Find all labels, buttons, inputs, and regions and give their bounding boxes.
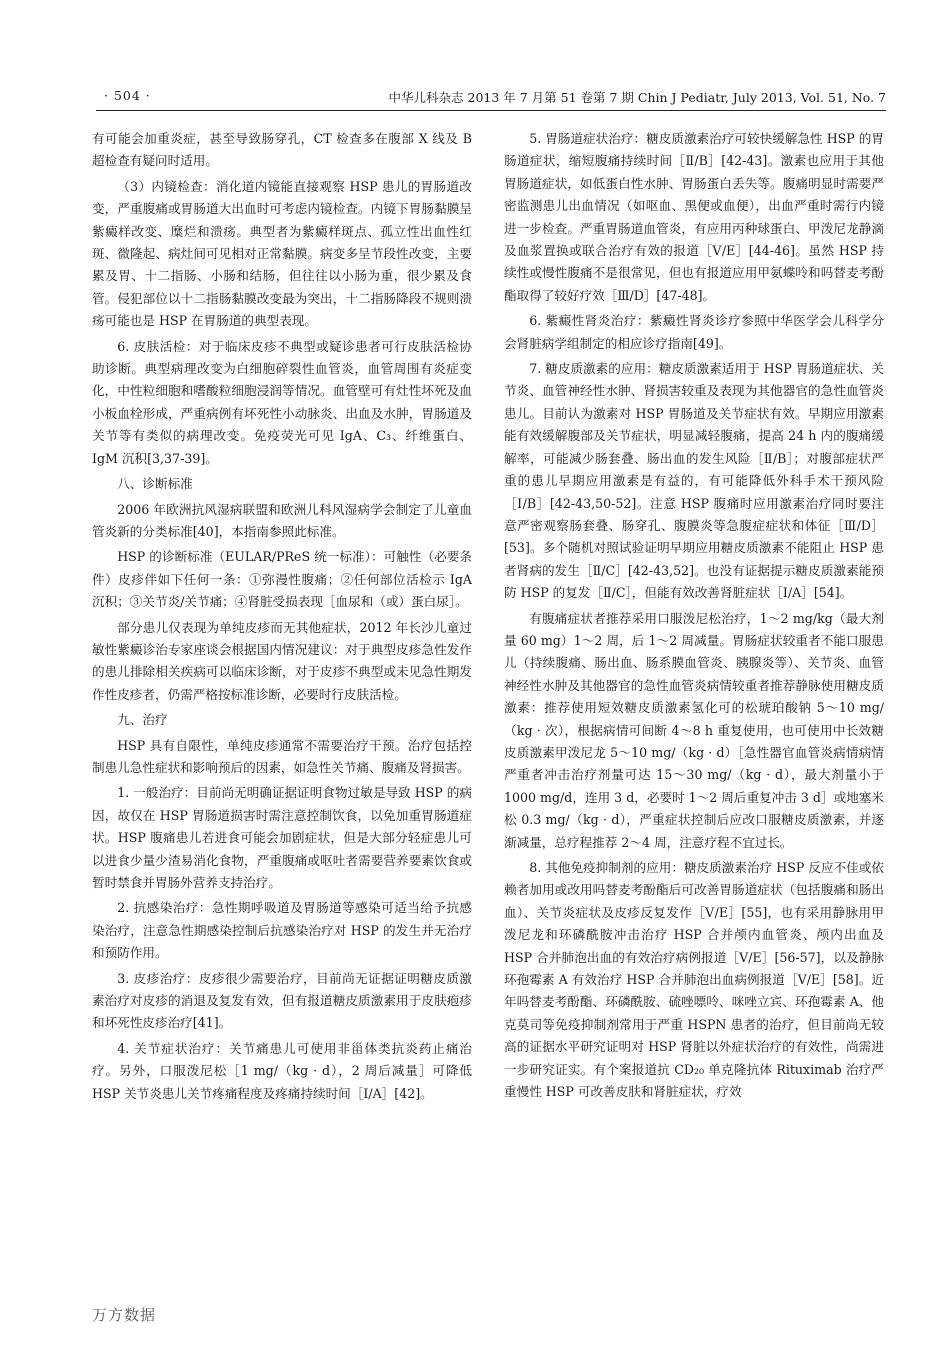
paragraph: 部分患儿仅表现为单纯皮疹而无其他症状，2012 年长沙儿童过敏性紫癜诊治专家座谈会根据国内情况建议：对于典型皮疹急性发作的患儿排除相关疾病可以临床诊断，对于皮疹不典型或未见急性期发作性皮疹者，仍需严格按标准诊断，必要时行皮肤活检。 (92, 619, 472, 702)
page-number: · 504 · (104, 88, 151, 103)
paragraph: HSP 的诊断标准（EULAR/PReS 统一标准）：可触性（必要条件）皮疹伴如下任何一条：①弥漫性腹痛；②任何部位活检示 IgA 沉积；③关节炎/关节痛；④肾脏受损表现［血尿和（或）蛋白尿］。 (92, 549, 472, 610)
paragraph: 8. 其他免疫抑制剂的应用：糖皮质激素治疗 HSP 反应不佳或依赖者加用或改用吗替麦考酚酯后可改善胃肠道症状（包括腹痛和肠出血）、关节炎症状及皮疹反复发作［Ⅴ/E］[55]，也有采用静脉用甲泼尼龙和环磷酰胺冲击治疗 HSP 合并颅内血管炎、颅内出血及 HSP 合并肺泡出血的有效治疗病例报道［Ⅴ/E］[56-57]，以及静脉环孢霉素 A 有效治疗 HSP 合并肺泡出血病例报道［Ⅴ/E］[58]。近年吗替麦考酚酯、环磷酰胺、硫唑嘌呤、咪唑立宾、环孢霉素 A、他克莫司等免疫抑制剂常用于严重 HSPN 患者的治疗，但目前尚无较高的证据水平研究证明对 HSP 肾脏以外症状治疗的有效性，尚需进一步研究证实。有个案报道抗 CD₂₀ 单克隆抗体 Rituximab 治疗严重慢性 HSP 可改善皮肤和肾脏症状，疗效 (504, 860, 884, 1100)
header-rule (96, 110, 886, 111)
paragraph: 3. 皮疹治疗：皮疹很少需要治疗，目前尚无证据证明糖皮质激素治疗对皮疹的消退及复发有效，但有报道糖皮质激素用于皮肤疱疹和坏死性皮疹治疗[41]。 (92, 970, 472, 1031)
paragraph: 5. 胃肠道症状治疗：糖皮质激素治疗可较快缓解急性 HSP 的胃肠道症状，缩短腹痛持续时间［Ⅱ/B］[42-43]。激素也应用于其他胃肠道症状，如低蛋白性水肿、胃肠蛋白丢失等。腹痛明显时需要严密监测患儿出血情况（如呕血、黑便或血便），出血严重时需行内镜进一步检查。严重胃肠道血管炎，有应用丙种球蛋白、甲泼尼龙静滴及血浆置换或联合治疗有效的报道［Ⅴ/E］[44-46]。虽然 HSP 持续性或慢性腹痛不是很常见，但也有报道应用甲氨蝶呤和吗替麦考酚酯取得了较好疗效［Ⅲ/D］[47-48]。 (504, 131, 884, 303)
paragraph: 2006 年欧洲抗风湿病联盟和欧洲儿科风湿病学会制定了儿童血管炎新的分类标准[40]，本指南参照此标准。 (92, 501, 472, 539)
paragraph: 有腹痛症状者推荐采用口服泼尼松治疗，1～2 mg/kg（最大剂量 60 mg）1～2 周，后 1～2 周减量。胃肠症状较重者不能口服患儿（持续腹痛、肠出血、肠系膜血管炎、胰腺炎等）、关节炎、血管神经性水肿及其他器官的急性血管炎病情较重者推荐静脉使用糖皮质激素：推荐使用短效糖皮质激素氢化可的松琥珀酸钠 5～10 mg/（kg · 次），根据病情可间断 4～8 h 重复使用，也可使用中长效糖皮质激素甲泼尼龙 5～10 mg/（kg · d）［急性器官血管炎病情病情严重者冲击治疗剂量可达 15～30 mg/（kg · d），最大剂量小于 1000 mg/d，连用 3 d，必要时 1～2 周后重复冲击 3 d］或地塞米松 0.3 mg/（kg · d），严重症状控制后应改口服糖皮质激素，并逐渐减量，总疗程推荐 2～4 周，注意疗程不宜过长。 (504, 610, 884, 850)
paragraph: （3）内镜检查：消化道内镜能直接观察 HSP 患儿的胃肠道改变，严重腹痛或胃肠道大出血时可考虑内镜检查。内镜下胃肠黏膜呈紫癜样改变、糜烂和溃疡。典型者为紫癜样斑点、孤立性出血性红斑、微隆起、病灶间可见相对正常黏膜。病变多呈节段性改变，主要累及胃、十二指肠、小肠和结肠，但往往以小肠为重，很少累及食管。侵犯部位以十二指肠黏膜改变最为突出，十二指肠降段不规则溃疡可能也是 HSP 在胃肠道的典型表现。 (92, 178, 472, 329)
right-column (504, 128, 884, 1106)
paragraph: 6. 紫癜性肾炎治疗：紫癜性肾炎诊疗参照中华医学会儿科学分会肾脏病学组制定的相应诊疗指南[49]。 (504, 313, 884, 351)
paragraph: 6. 皮肤活检：对于临床皮疹不典型或疑诊患者可行皮肤活检协助诊断。典型病理改变为白细胞碎裂性血管炎，血管周围有炎症变化，中性粒细胞和嗜酸粒细胞浸润等情况。血管壁可有灶性坏死及血小板血栓形成，严重病例有坏死性小动脉炎、出血及水肿，胃肠道及关节等有类似的病理改变。免疫荧光可见 IgA、C₃、纤维蛋白、IgM 沉积[3,37-39]。 (92, 338, 472, 466)
paragraph: 7. 糖皮质激素的应用：糖皮质激素适用于 HSP 胃肠道症状、关节炎、血管神经性水肿、肾损害较重及表现为其他器官的急性血管炎患儿。目前认为激素对 HSP 胃肠道及关节症状有效。早期应用激素能有效缓解腹部及关节症状，明显减轻腹痛，提高 24 h 内的腹痛缓解率，可能减少肠套叠、肠出血的发生风险［Ⅱ/B］；对腹部症状严重的患儿早期应用激素是有益的，有可能降低外科手术干预风险［Ⅰ/B］[42-43,50-52]。注意 HSP 腹痛时应用激素治疗同时要注意严密观察肠套叠、肠穿孔、腹膜炎等急腹症症状和体征［Ⅲ/D］[53]。多个随机对照试验证明早期应用糖皮质激素不能阻止 HSP 患者肾病的发生［Ⅱ/C］[42-43,52]。也没有证据提示糖皮质激素能预防 HSP 的复发［Ⅱ/C］，但能有效改善肾脏症状［Ⅰ/A］[54]。 (504, 361, 884, 601)
left-column (92, 128, 472, 1108)
running-header (96, 88, 886, 106)
paragraph: 1. 一般治疗：目前尚无明确证据证明食物过敏是导致 HSP 的病因，故仅在 HSP 胃肠道损害时需注意控制饮食，以免加重胃肠道症状。HSP 腹痛患儿若进食可能会加剧症状，但是大部分轻症患儿可以进食少量少渣易消化食物，严重腹痛或呕吐者需要营养要素饮食或暂时禁食并胃肠外营养支持治疗。 (92, 785, 472, 890)
paragraph: 有可能会加重炎症，甚至导致肠穿孔，CT 检查多在腹部 X 线及 B 超检查有疑问时适用。 (92, 131, 472, 169)
watermark: 万方数据 (92, 1306, 157, 1324)
paragraph: 4. 关节症状治疗：关节痛患儿可使用非甾体类抗炎药止痛治疗。另外，口服泼尼松［1 mg/（kg · d），2 周后减量］可降低 HSP 关节炎患儿关节疼痛程度及疼痛持续时间［Ⅰ/A］[42]。 (92, 1040, 472, 1101)
paragraph: 2. 抗感染治疗：急性期呼吸道及胃肠道等感染可适当给予抗感染治疗，注意急性期感染控制后抗感染治疗对 HSP 的发生并无治疗和预防作用。 (92, 900, 472, 961)
paragraph: HSP 具有自限性，单纯皮疹通常不需要治疗干预。治疗包括控制患儿急性症状和影响预后的因素，如急性关节痛、腹痛及肾损害。 (92, 737, 472, 775)
section-heading: 八、诊断标准 (117, 476, 193, 492)
section-heading: 九、治疗 (117, 712, 168, 728)
journal-citation: 中华儿科杂志 2013 年 7 月第 51 卷第 7 期 Chin J Pediatr, July 2013, Vol. 51, No. 7 (388, 90, 886, 105)
